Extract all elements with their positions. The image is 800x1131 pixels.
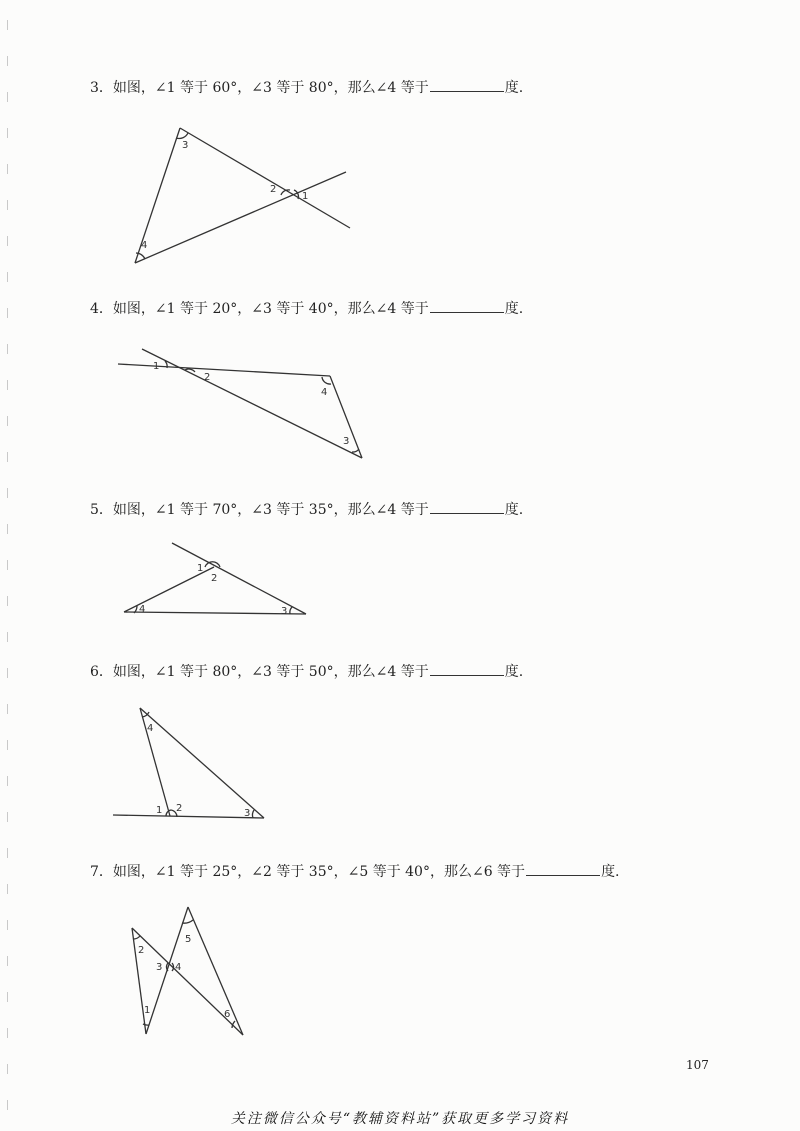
angle-label-2: 2 [211,573,218,584]
binding-hole-mark [7,20,8,30]
binding-hole-mark [7,632,8,642]
angle-label-4: 4 [139,604,146,615]
question-3-text: 3．如图，∠1 等于 60°，∠3 等于 80°，那么∠4 等于 [90,80,429,96]
angle-label-2: 2 [176,803,183,814]
binding-hole-mark [7,740,8,750]
binding-hole-mark [7,452,8,462]
question-6-suffix: 度. [504,664,524,680]
binding-hole-mark [7,704,8,714]
binding-hole-mark [7,920,8,930]
binding-hole-mark [7,308,8,318]
figure-question-6 [105,700,275,825]
binding-hole-mark [7,524,8,534]
binding-hole-mark [7,236,8,246]
question-4-text: 4．如图，∠1 等于 20°，∠3 等于 40°，那么∠4 等于 [90,301,429,317]
angle-label-3: 3 [182,140,189,151]
binding-hole-mark [7,560,8,570]
answer-blank-6[interactable] [430,662,504,676]
binding-hole-mark [7,1028,8,1038]
figure-question-7 [125,900,250,1040]
angle-label-1: 1 [302,191,309,202]
angle-label-2: 2 [138,945,145,956]
question-3-suffix: 度. [504,80,524,96]
binding-hole-mark [7,164,8,174]
question-5 [90,500,523,519]
binding-hole-mark [7,992,8,1002]
question-6 [90,662,523,681]
answer-blank-5[interactable] [430,500,504,514]
angle-label-3: 3 [244,808,251,819]
question-5-text: 5．如图，∠1 等于 70°，∠3 等于 35°，那么∠4 等于 [90,502,429,518]
question-7 [90,862,620,881]
footer-watermark: 关注微信公众号“教辅资料站”获取更多学习资料 [230,1111,570,1127]
angle-label-3: 3 [156,962,163,973]
page-number: 107 [686,1058,709,1072]
angle-label-3: 3 [281,606,288,617]
question-3 [90,78,523,97]
binding-hole-mark [7,812,8,822]
angle-label-4: 4 [147,723,154,734]
angle-label-6: 6 [224,1009,231,1020]
binding-hole-mark [7,272,8,282]
binding-hole-mark [7,848,8,858]
angle-label-1: 1 [197,563,204,574]
figure-question-5 [115,535,315,620]
question-7-suffix: 度. [601,864,620,880]
binding-hole-mark [7,956,8,966]
question-6-text: 6．如图，∠1 等于 80°，∠3 等于 50°，那么∠4 等于 [90,664,429,680]
angle-label-4: 4 [175,962,182,973]
binding-hole-mark [7,380,8,390]
binding-holes [0,0,22,1131]
answer-blank-4[interactable] [430,299,504,313]
angle-label-1: 1 [144,1005,151,1016]
angle-label-3: 3 [343,436,350,447]
binding-hole-mark [7,1064,8,1074]
binding-hole-mark [7,488,8,498]
question-4-suffix: 度. [504,301,524,317]
binding-hole-mark [7,776,8,786]
angle-label-5: 5 [185,934,192,945]
binding-hole-mark [7,128,8,138]
binding-hole-mark [7,56,8,66]
angle-label-2: 2 [270,184,277,195]
binding-hole-mark [7,344,8,354]
binding-hole-mark [7,668,8,678]
angle-label-4: 4 [321,387,328,398]
question-5-suffix: 度. [504,502,524,518]
angle-label-1: 1 [153,361,160,372]
binding-hole-mark [7,884,8,894]
answer-blank-7[interactable] [526,862,600,876]
question-4 [90,299,523,318]
binding-hole-mark [7,596,8,606]
figure-question-3 [120,115,370,275]
binding-hole-mark [7,416,8,426]
angle-label-4: 4 [141,240,148,251]
answer-blank-3[interactable] [430,78,504,92]
angle-label-1: 1 [156,805,163,816]
binding-hole-mark [7,92,8,102]
figure-question-4 [110,340,380,465]
question-7-text: 7．如图，∠1 等于 25°，∠2 等于 35°，∠5 等于 40°，那么∠6 等于 [90,864,526,880]
binding-hole-mark [7,200,8,210]
angle-label-2: 2 [204,372,211,383]
